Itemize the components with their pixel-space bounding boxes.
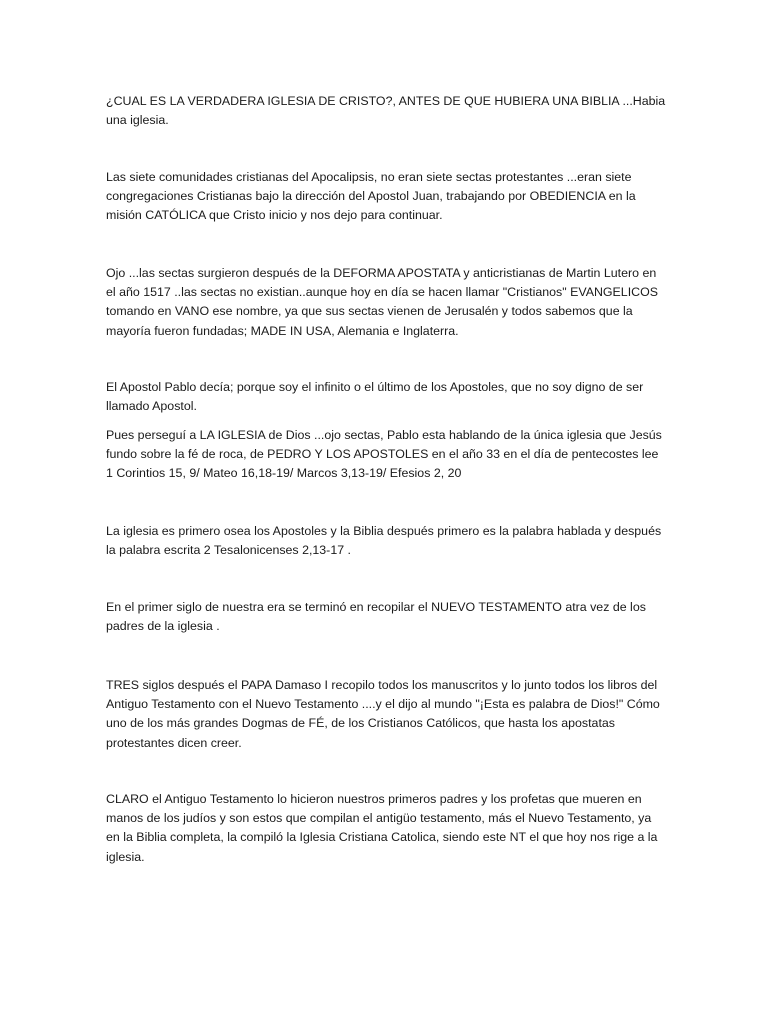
- paragraph-2: Las siete comunidades cristianas del Apocalipsis, no eran siete sectas protestantes ...eran siete congregaciones Cristianas bajo la dirección del Apostol Juan, trabajando por OBEDIENCIA en la misión CATÓLICA que Cristo inicio y nos dejo para continuar.: [106, 170, 636, 223]
- paragraph-8: TRES siglos después el PAPA Damaso I recopilo todos los manuscritos y lo junto todos los libros del Antiguo Testamento con el Nuevo Testamento ....y el dijo al mundo "¡Esta es palabra de Dios!" Cómo uno de los más grandes Dogmas de FÉ, de los Cristianos Católicos, que hasta los apostatas protestantes dicen creer.: [106, 678, 660, 750]
- paragraph-6: La iglesia es primero osea los Apostoles y la Biblia después primero es la palabra hablada y después la palabra escrita 2 Tesalonicenses 2,13-17 .: [106, 524, 662, 558]
- paragraph-4: El Apostol Pablo decía; porque soy el infinito o el último de los Apostoles, que no soy digno de ser llamado Apostol.: [106, 380, 644, 414]
- paragraph-7: En el primer siglo de nuestra era se terminó en recopilar el NUEVO TESTAMENTO atra vez de los padres de la iglesia .: [106, 600, 646, 634]
- paragraph-5: Pues perseguí a LA IGLESIA de Dios ...ojo sectas, Pablo esta hablando de la única iglesia que Jesús fundo sobre la fé de roca, de PEDRO Y LOS APOSTOLES en el año 33 en el día de pentecostes lee 1 Corintios 15, 9/ Mateo 16,18-19/ Marcos 3,13-19/ Efesios 2, 20: [106, 428, 662, 481]
- paragraph-3: Ojo ...las sectas surgieron después de la DEFORMA APOSTATA y anticristianas de Martin Lutero en el año 1517 ..las sectas no existian..aunque hoy en día se hacen llamar "Cristianos" EVANGELICOS tomando en VANO ese nombre, ya que sus sectas vienen de Jerusalén y todos sabemos que la mayoría fueron fundadas; MADE IN USA, Alemania e Inglaterra.: [106, 266, 658, 338]
- paragraph-9: CLARO el Antiguo Testamento lo hicieron nuestros primeros padres y los profetas que mueren en manos de los judíos y son estos que compilan el antigüo testamento, más el Nuevo Testamento, ya en la Biblia completa, la compiló la Iglesia Cristiana Catolica, siendo este NT el que hoy nos rige a la iglesia.: [106, 792, 658, 864]
- paragraph-1: ¿CUAL ES LA VERDADERA IGLESIA DE CRISTO?, ANTES DE QUE HUBIERA UNA BIBLIA ...Habia una iglesia.: [106, 94, 666, 128]
